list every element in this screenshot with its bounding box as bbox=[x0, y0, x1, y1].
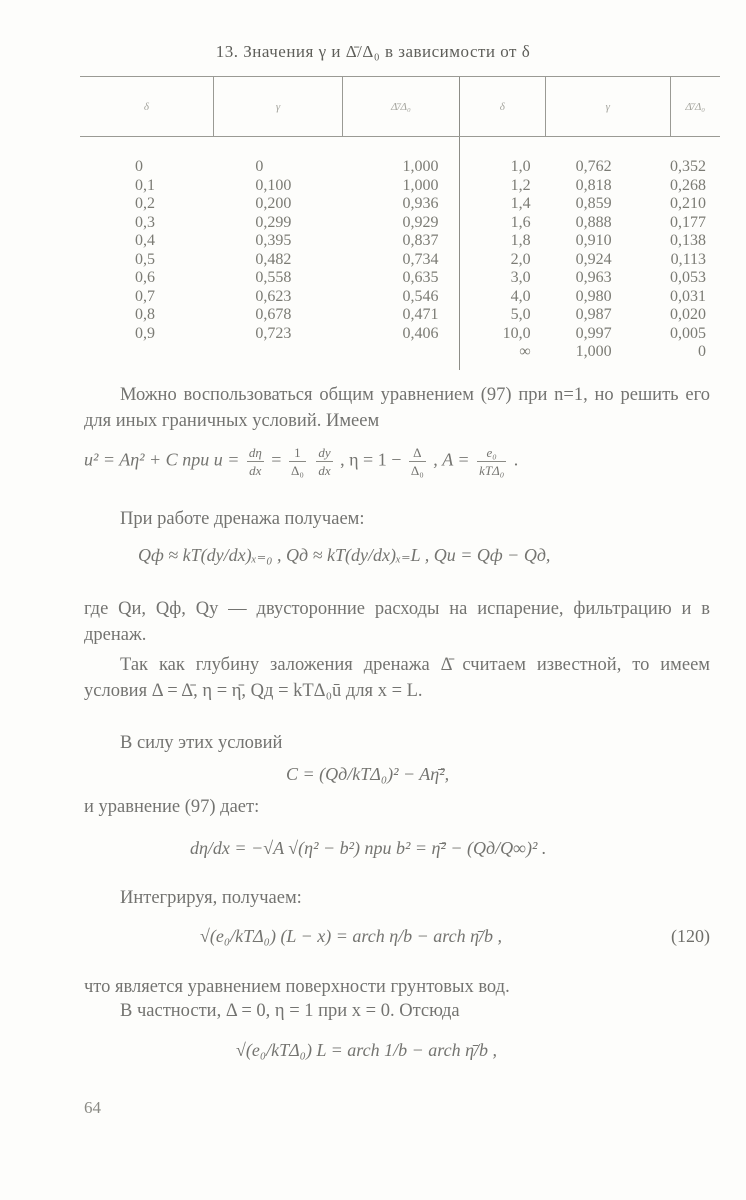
table-cell: 0 bbox=[135, 158, 143, 175]
table-cell: 0,177 bbox=[670, 213, 706, 231]
table-row bbox=[80, 177, 720, 196]
table-cell: 0,3 bbox=[135, 213, 155, 231]
table-row bbox=[80, 195, 720, 214]
table-cell: 0,053 bbox=[670, 269, 706, 286]
page-number: 64 bbox=[84, 1098, 101, 1117]
table-cell: 0,762 bbox=[575, 158, 612, 175]
eq1-frac-dy-dx: $\frac{dy}{dx}$ bbox=[318, 445, 331, 478]
paragraph-3: где Qи, Qф, Qу — двусторонние расходы на испарение, фильтрацию и в дренаж. bbox=[84, 599, 710, 645]
equation-1 bbox=[84, 444, 518, 479]
table-cell: 0,987 bbox=[575, 306, 612, 323]
table-cell: 0,546 bbox=[402, 287, 439, 305]
table-cell: 0,395 bbox=[255, 232, 292, 249]
table-row bbox=[80, 306, 720, 325]
eq1-frac-e0-ktdelta0: $\frac{\text{e₀}}{\text{kTΔ₀}}$ bbox=[479, 445, 505, 478]
equation-5: √(e₀/kTΔ₀) (L − x) = arch η/b − arch η̄/b , bbox=[200, 926, 503, 946]
equation-6: √(e₀/kTΔ₀) L = arch 1/b − arch η̄/b , bbox=[236, 1040, 497, 1060]
table-cell: 0,678 bbox=[255, 306, 292, 323]
table-cell: 10,0 bbox=[459, 325, 546, 344]
table-cell: 0,859 bbox=[575, 195, 612, 212]
table-row bbox=[80, 288, 720, 307]
table-cell: 0,723 bbox=[255, 324, 292, 342]
table-header-row bbox=[80, 77, 720, 137]
table-cell: 0,924 bbox=[575, 250, 612, 268]
header-ratio-2: Δ̄/Δ₀ bbox=[670, 77, 720, 137]
table-cell: 4,0 bbox=[459, 288, 546, 307]
table-cell: 3,0 bbox=[459, 269, 546, 288]
equation-2: Qф ≈ kT(dy/dx)ₓ₌₀ , Qд ≈ kT(dy/dx)ₓ₌L , Qи = Qф − Qд, bbox=[138, 545, 551, 565]
table-cell bbox=[213, 343, 342, 370]
header-gamma-1: γ bbox=[213, 77, 342, 137]
header-gamma-2: γ bbox=[546, 77, 670, 137]
table-caption: 13. Значения γ и Δ̄/Δ₀ в зависимости от δ bbox=[215, 42, 531, 61]
equation-3: C = (Qд/kTΔ₀)² − Aη̄², bbox=[286, 764, 450, 784]
table-row bbox=[80, 232, 720, 251]
table-cell: 0,997 bbox=[575, 324, 612, 342]
eq1-lhs: u² = Aη² + C при u = bbox=[84, 449, 240, 470]
table-row bbox=[80, 251, 720, 270]
table-row bbox=[80, 343, 720, 370]
eq1-frac-delta-delta0: $\frac{\Delta}{\text{Δ₀}}$ bbox=[410, 445, 424, 478]
table-cell: 0,138 bbox=[670, 232, 706, 249]
table-cell: 0,020 bbox=[670, 306, 706, 323]
table-cell: 0,299 bbox=[255, 213, 292, 231]
table-cell: 0,910 bbox=[575, 232, 612, 249]
table-cell: 0,005 bbox=[670, 324, 706, 342]
table-cell: 0,1 bbox=[135, 176, 155, 194]
table-cell: 1,000 bbox=[402, 158, 439, 175]
table-row bbox=[80, 137, 720, 177]
table-cell: 1,8 bbox=[459, 232, 546, 251]
eq1-eta-def: , η = 1 − bbox=[340, 449, 402, 470]
table-row bbox=[80, 269, 720, 288]
eq1-equals: = bbox=[271, 449, 282, 470]
table-cell: 0,406 bbox=[402, 324, 439, 342]
paragraph-2: При работе дренажа получаем: bbox=[120, 509, 365, 529]
paragraph-1: Можно воспользоваться общим уравнением (97) при n=1, но решить его для иных граничных условий. Имеем bbox=[84, 385, 710, 431]
table-cell: 0,7 bbox=[135, 287, 155, 305]
table-cell: 0,210 bbox=[670, 195, 706, 212]
paragraph-7: Интегрируя, получаем: bbox=[120, 888, 302, 908]
table-cell: 2,0 bbox=[459, 251, 546, 270]
table-cell: 0,2 bbox=[135, 195, 155, 212]
eq1-a-def: , A = bbox=[433, 449, 470, 470]
table-cell: 0,352 bbox=[670, 158, 706, 175]
eq1-period: . bbox=[513, 449, 519, 470]
table-cell: 0,100 bbox=[255, 176, 292, 194]
table-cell bbox=[80, 343, 213, 370]
table-cell: 0,980 bbox=[575, 287, 612, 305]
table-cell: 0,963 bbox=[575, 269, 612, 286]
table-cell: 0,268 bbox=[670, 176, 706, 194]
table-cell: 0,929 bbox=[402, 213, 439, 231]
table-cell: 0,837 bbox=[402, 232, 439, 249]
table-cell: 0,8 bbox=[135, 306, 155, 323]
table-cell: 0,113 bbox=[670, 250, 706, 268]
eq1-frac-1-delta0: $\frac{1}{\text{Δ₀}}$ bbox=[290, 445, 304, 478]
table-cell: 1,000 bbox=[575, 343, 612, 360]
paragraph-8: что является уравнением поверхности грунтовых вод. bbox=[84, 977, 510, 997]
table-cell: 0,888 bbox=[575, 213, 612, 231]
table-row bbox=[80, 214, 720, 233]
table-cell: 0 bbox=[255, 158, 264, 175]
equation-4: dη/dx = −√A √(η² − b²) при b² = η̄² − (Qд/Q∞)² . bbox=[190, 838, 547, 858]
table-row bbox=[80, 325, 720, 344]
table-cell: 0,471 bbox=[402, 306, 439, 323]
table-cell: 0,6 bbox=[135, 269, 155, 286]
table-body bbox=[80, 137, 720, 370]
table-cell: 5,0 bbox=[459, 306, 546, 325]
table-cell: 0,558 bbox=[255, 269, 292, 286]
table-cell: 0,818 bbox=[575, 176, 612, 194]
table-cell: 1,6 bbox=[459, 214, 546, 233]
header-delta-1: δ bbox=[80, 77, 213, 137]
table-cell: 1,2 bbox=[459, 177, 546, 196]
table-cell: 0 bbox=[698, 343, 706, 360]
table-cell: 0,031 bbox=[670, 287, 706, 305]
table-cell: 0,635 bbox=[402, 269, 439, 286]
table-cell bbox=[343, 343, 459, 370]
paragraph-9: В частности, Δ = 0, η = 1 при x = 0. Отсюда bbox=[120, 1001, 460, 1021]
table-cell: 0,4 bbox=[135, 232, 155, 249]
table-cell: 0,200 bbox=[255, 195, 292, 212]
table-cell: 0,936 bbox=[402, 195, 439, 212]
equation-number-120: (120) bbox=[671, 926, 710, 946]
table-cell: 0,734 bbox=[402, 250, 439, 268]
table-cell: ∞ bbox=[459, 343, 546, 370]
header-delta-2: δ bbox=[459, 77, 546, 137]
paragraph-4: Так как глубину заложения дренажа Δ̄ считаем известной, то имеем условия Δ = Δ̄, η = η̄, Qд = kTΔ₀ū для x = L. bbox=[84, 655, 710, 701]
eq1-frac-deta-dx: $\frac{d\eta}{dx}$ bbox=[248, 445, 262, 478]
table-cell: 0,482 bbox=[255, 250, 292, 268]
table-cell: 1,0 bbox=[459, 137, 546, 177]
table-cell: 0,623 bbox=[255, 287, 292, 305]
paragraph-5: В силу этих условий bbox=[120, 733, 283, 753]
table-cell: 1,4 bbox=[459, 195, 546, 214]
table-cell: 1,000 bbox=[402, 176, 439, 194]
table-cell: 0,9 bbox=[135, 324, 155, 342]
values-table bbox=[80, 76, 720, 370]
paragraph-6: и уравнение (97) дает: bbox=[84, 797, 260, 817]
header-ratio-1: Δ̄/Δ₀ bbox=[343, 77, 459, 137]
table-cell: 0,5 bbox=[135, 250, 155, 268]
